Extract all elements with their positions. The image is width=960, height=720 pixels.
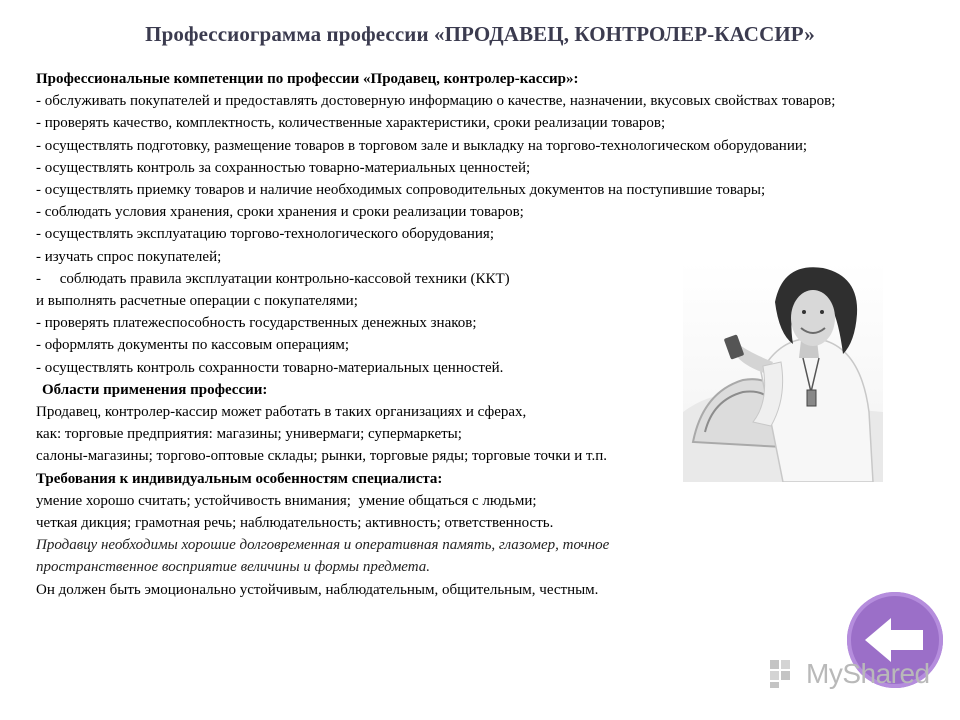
watermark-text: MyShared [806,658,930,689]
application-line: как: торговые предприятия: магазины; универмаги; супермаркеты; [36,426,462,443]
list-item: - проверять качество, комплектность, количественные характеристики, сроки реализации товаров; [36,115,666,132]
list-item: - осуществлять контроль за сохранностью товарно-материальных ценностей; [36,159,531,176]
list-item: - оформлять документы по кассовым операциям; [36,337,350,354]
requirements-italic-line: Продавцу необходимы хорошие долговременная и оперативная память, глазомер, точное [36,537,610,554]
requirements-heading: Требования к индивидуальным особенностям специалиста: [36,470,443,487]
myshared-logo-icon [768,656,804,692]
list-item: - соблюдать условия хранения, сроки хранения и сроки реализации товаров; [36,204,524,221]
application-line: салоны-магазины; торгово-оптовые склады; рынки, торговые ряды; торговые точки и т.п. [36,448,607,465]
list-item: - осуществлять эксплуатацию торгово-технологического оборудования; [36,226,494,243]
cashier-photo [683,262,883,482]
requirements-line: четкая дикция; грамотная речь; наблюдательность; активность; ответственность. [36,515,554,532]
application-line: Продавец, контролер-кассир может работать в таких организациях и сферах, [36,404,527,421]
page-title: Профессиограмма профессии «ПРОДАВЕЦ, КОНТРОЛЕР-КАССИР» [145,22,815,46]
requirements-italic-line: пространственное восприятие величины и формы предмета. [36,559,431,576]
list-item: - осуществлять контроль сохранности товарно-материальных ценностей. [36,359,504,376]
competencies-heading: Профессиональные компетенции по профессии «Продавец, контролер-кассир»: [36,71,579,87]
list-item: - обслуживать покупателей и предоставлять достоверную информацию о качестве, назначении, вкусовых свойствах товаров; [36,93,836,110]
list-item: - соблюдать правила эксплуатации контрольно-кассовой техники (ККТ) [36,270,510,287]
list-item: и выполнять расчетные операции с покупателями; [36,293,358,310]
application-heading: Области применения профессии: [42,381,268,398]
list-item: - изучать спрос покупателей; [36,248,222,265]
requirements-closing: Он должен быть эмоционально устойчивым, наблюдательным, общительным, честным. [36,581,599,598]
myshared-watermark [768,652,938,696]
requirements-line: умение хорошо считать; устойчивость внимания; умение общаться с людьми; [36,492,537,509]
list-item: - осуществлять подготовку, размещение товаров в торговом зале и выкладку на торгово-технологическом оборудовании; [36,137,808,154]
list-item: - осуществлять приемку товаров и наличие необходимых сопроводительных документов на поступившие товары; [36,182,766,199]
list-item: - проверять платежеспособность государственных денежных знаков; [36,315,477,332]
